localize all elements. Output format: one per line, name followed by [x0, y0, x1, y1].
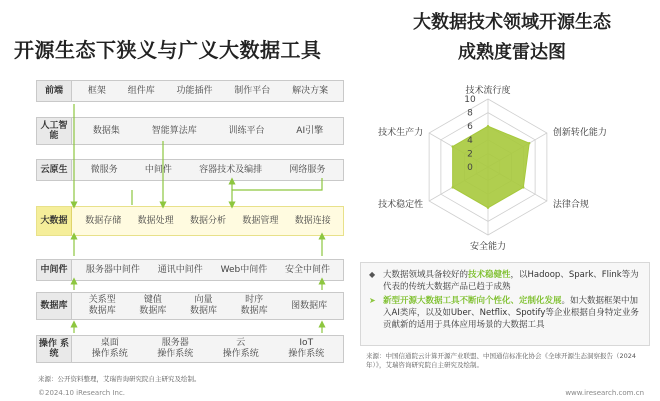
radar-data-point	[528, 142, 530, 144]
note-2-text-after: 。如大数据框架中加入AI类库，以及如Uber、Netflix、Spotify等企业根据自身特定业务贡献新的适用于具体应用场景的大数据工具	[383, 296, 639, 330]
radar-tick-label: 6	[467, 122, 473, 133]
radar-tick-label: 2	[467, 149, 473, 160]
radar-tick-label: 10	[464, 95, 476, 105]
layer-item: AI引擎	[296, 125, 324, 136]
layer-item: 组件库	[127, 85, 155, 96]
layer-item: 服务器 操作系统	[157, 338, 194, 359]
right-title-line2: 成熟度雷达图	[458, 42, 566, 63]
layer-item: 向量 数据库	[189, 295, 217, 316]
radar-tick-label: 4	[467, 135, 473, 146]
radar-data-point	[451, 145, 453, 147]
layer-item: 数据连接	[294, 215, 331, 226]
layer-item: 微服务	[90, 164, 118, 175]
footer-url: www.iresearch.com.cn	[565, 389, 644, 397]
layer-item: 数据处理	[137, 215, 174, 226]
layer-item: 数据存储	[85, 215, 122, 226]
radar-tick-label: 0	[467, 163, 473, 173]
layer-item: 关系型 数据库	[88, 295, 116, 316]
layer-item: 数据管理	[242, 215, 279, 226]
layer-item: 解决方案	[292, 85, 329, 96]
layer-item: 智能算法库	[151, 125, 197, 136]
layer-item: IoT 操作系统	[288, 338, 325, 359]
left-title: 开源生态下狭义与广义大数据工具	[14, 38, 322, 62]
layer-item: 键值 数据库	[139, 295, 167, 316]
radar-axis-label: 安全能力	[469, 242, 507, 252]
right-title	[372, 8, 652, 68]
radar-data-point	[522, 186, 524, 188]
layer-label: 中间件	[37, 260, 72, 280]
radar-axis-label: 创新转化能力	[552, 128, 607, 138]
note-1-text-after: ，以Hadoop、Spark、Flink等为代表的传统大数据产品已趋于成熟	[383, 270, 639, 292]
layer-item: 桌面 操作系统	[91, 338, 128, 359]
layer-item: 数据分析	[189, 215, 226, 226]
radar-axis-label: 技术稳定性	[378, 200, 424, 210]
layer-item: 中间件	[144, 164, 172, 175]
radar-data-area	[453, 126, 530, 208]
bullet-arrow-icon: ➤	[369, 296, 376, 305]
layer-item: 制作平台	[234, 85, 271, 96]
note-2-highlight: 新型开源大数据工具不断向个性化、定制化发展	[383, 296, 562, 306]
note-1-highlight: 技术稳健性	[468, 270, 511, 280]
note-2	[369, 295, 641, 331]
radar-axis-label: 技术流行度	[465, 86, 511, 96]
radar-data-point	[487, 207, 489, 209]
note-1	[369, 269, 641, 293]
source-left: 来源：公开资料整理，艾瑞咨询研究院自主研究及绘制。	[38, 375, 201, 383]
right-title-line1: 大数据技术领域开源生态	[413, 12, 611, 33]
radar-chart	[378, 70, 638, 260]
bullet-diamond-icon: ◆	[369, 270, 376, 279]
layer-label: 大数据	[37, 207, 72, 235]
layer-item: 时序 数据库	[240, 295, 268, 316]
radar-data-point	[451, 186, 453, 188]
layer-item: 安全中间件	[285, 264, 331, 275]
layer-item: 容器技术及编排	[199, 164, 263, 175]
layer-item: 服务器中间件	[85, 264, 140, 275]
arrow-cloud-bigdata	[232, 178, 322, 205]
footer-copyright: ©2024.10 iResearch Inc.	[38, 389, 126, 397]
layer-item: 框架	[87, 85, 106, 96]
layer-item: 云 操作系统	[222, 338, 259, 359]
source-right: 来源：中国信通院云计算开源产业联盟、中国通信标准化协会《全球开源生态洞察报告（2024年）》，艾瑞咨询研究院自主研究及绘制。	[366, 352, 637, 369]
layer-label: 数据库	[37, 293, 72, 319]
layer-item: 网络服务	[289, 164, 326, 175]
layer-item: 功能插件	[176, 85, 213, 96]
note-box	[360, 262, 650, 346]
layer-item: 图数据库	[291, 300, 328, 311]
radar-axis-label: 技术生产力	[378, 128, 424, 138]
layer-item: 通讯中间件	[157, 264, 203, 275]
radar-tick-label: 8	[467, 108, 473, 119]
layer-label: 人工智能	[37, 118, 72, 144]
layer-item: Web中间件	[220, 264, 268, 275]
layer-label: 操作 系统	[37, 336, 72, 362]
layer-label: 云原生	[37, 160, 72, 180]
layer-label: 前端	[37, 81, 72, 101]
layer-item: 训练平台	[228, 125, 265, 136]
layer-item: 数据集	[92, 125, 120, 136]
radar-axis-label: 法律合规	[552, 200, 589, 210]
note-1-text-before: 大数据领域具备较好的	[383, 270, 469, 280]
radar-data-point	[487, 125, 489, 127]
